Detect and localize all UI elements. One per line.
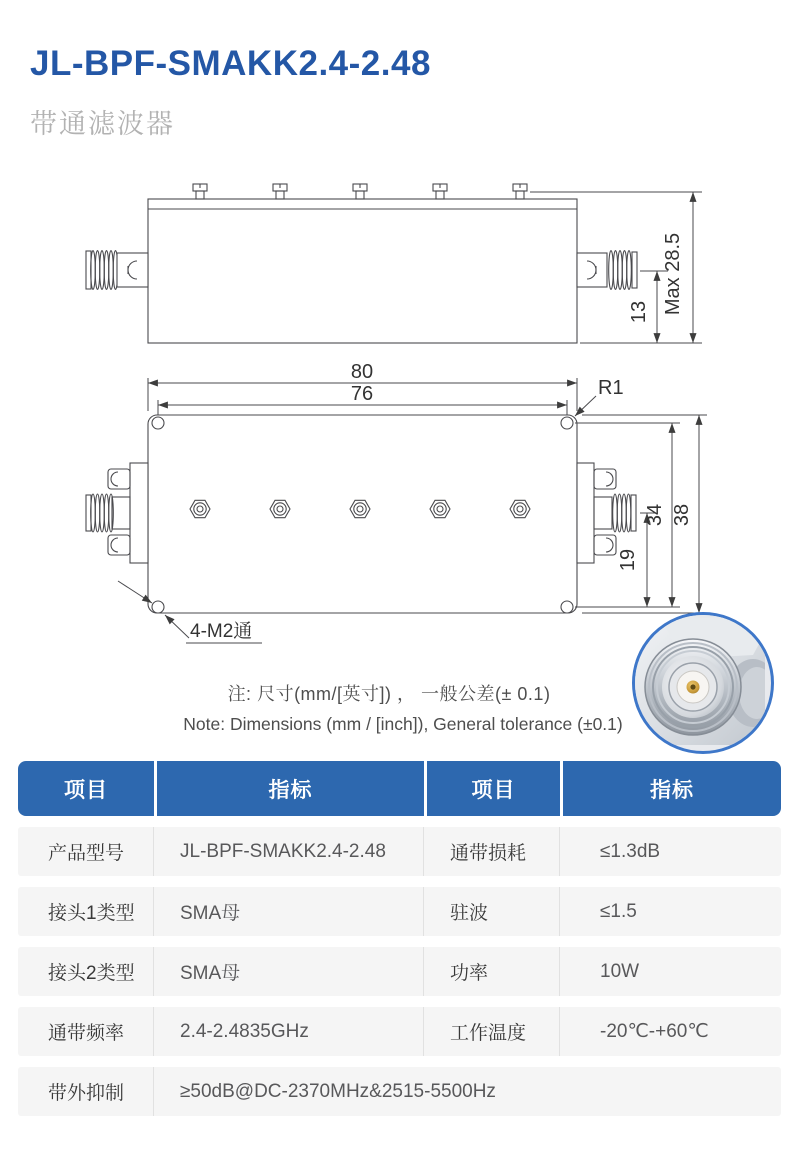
dim-80: 80: [350, 361, 374, 383]
header-value-2: 指标: [560, 761, 781, 816]
row-label: 通带损耗: [424, 827, 560, 876]
table-row: [18, 1067, 781, 1116]
header-value-1: 指标: [154, 761, 424, 816]
page-title: JL-BPF-SMAKK2.4-2.48: [30, 44, 431, 83]
row-value: SMA母: [154, 947, 424, 996]
row-value: ≤1.3dB: [600, 840, 661, 862]
front-view: [86, 378, 707, 643]
header-item-2: 项目: [424, 761, 560, 816]
spec-table-header: [18, 761, 781, 816]
row-label: 接头1类型: [18, 887, 154, 936]
row-label: 功率: [424, 947, 560, 996]
top-view: [86, 184, 702, 343]
table-row: [18, 947, 781, 996]
sma-connector-left-front: [86, 463, 148, 563]
row-label: 工作温度: [424, 1007, 560, 1056]
row-value: SMA母: [154, 887, 424, 936]
dim-34: 34: [644, 503, 666, 527]
spec-table: [18, 761, 781, 1116]
table-row: [18, 1007, 781, 1056]
row-value: -20℃-+60℃: [600, 1021, 709, 1042]
dim-4m2: 4-M2通: [190, 621, 253, 642]
photo-sma-face: [645, 639, 741, 735]
page-subtitle: 带通滤波器: [30, 109, 175, 139]
connector-photo-inset: [632, 612, 774, 754]
sma-connector-right-top: [577, 251, 637, 290]
table-row: [18, 887, 781, 936]
dim-76: 76: [350, 383, 374, 405]
dim-max-height: Max 28.5: [662, 232, 684, 316]
row-label: 带外抑制: [18, 1067, 154, 1116]
row-label: 通带频率: [18, 1007, 154, 1056]
sma-connector-right-front: [577, 463, 636, 563]
row-label: 驻波: [424, 887, 560, 936]
dim-19: 19: [617, 548, 639, 572]
dim-38: 38: [671, 503, 693, 527]
dim-13: 13: [628, 300, 650, 324]
dim-r1: R1: [598, 377, 624, 399]
sma-connector-left-top: [86, 251, 148, 290]
row-label: 产品型号: [18, 827, 154, 876]
note-en: Note: Dimensions (mm / [inch]), General tolerance (±0.1): [183, 714, 623, 734]
top-screws: [193, 184, 527, 199]
header-item-1: 项目: [64, 778, 108, 802]
table-row: [18, 827, 781, 876]
note-cn: 注: 尺寸(mm/[英寸]) ， 一般公差(± 0.1): [227, 684, 551, 704]
row-label: 接头2类型: [18, 947, 154, 996]
row-value: JL-BPF-SMAKK2.4-2.48: [154, 827, 424, 876]
row-value: ≥50dB@DC-2370MHz&2515-5500Hz: [180, 1080, 496, 1102]
row-value: 2.4-2.4835GHz: [154, 1007, 424, 1056]
row-value: 10W: [600, 960, 640, 982]
row-value: ≤1.5: [600, 900, 637, 922]
